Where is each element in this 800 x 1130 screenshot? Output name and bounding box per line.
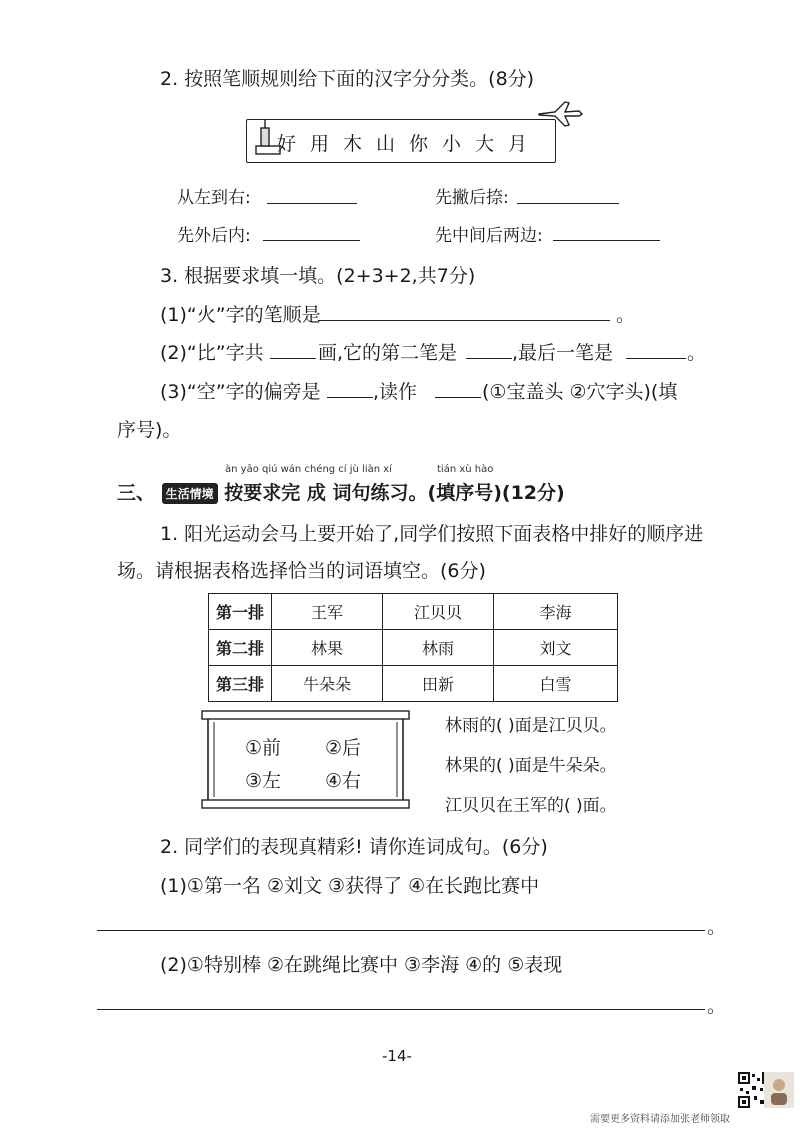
s3q1-line2: 场。请根据表格选择恰当的词语填空。(6分) [117, 560, 486, 582]
s3q2-sub2: (2)①特别棒 ②在跳绳比赛中 ③李海 ④的 ⑤表现 [160, 954, 563, 976]
q3-item3-text-b: ,读作 [373, 381, 418, 403]
q2-title: 2. 按照笔顺规则给下面的汉字分分类。(8分) [160, 68, 535, 90]
q3-item1-end: 。 [616, 304, 636, 326]
character-list: 好用木山你小大月 [277, 133, 542, 155]
options-scroll-frame [198, 707, 413, 811]
table-cell: 田新 [383, 666, 494, 702]
answer-line-kong-radical[interactable] [327, 397, 373, 398]
section3-heading [117, 478, 565, 505]
q3-item2-end: 。 [687, 342, 707, 364]
s3q1-line1: 1. 阳光运动会马上要开始了,同学们按照下面表格中排好的顺序进 [160, 523, 704, 545]
table-row [209, 666, 618, 702]
table-row-header: 第二排 [209, 630, 272, 666]
q3-item2-text-a: (2)“比”字共 [160, 342, 264, 364]
table-row [209, 594, 618, 630]
label-outside-in: 先外后内: [177, 226, 251, 246]
seating-table [208, 593, 618, 702]
sentence-1-end: 。 [707, 916, 727, 938]
label-pie-before-na: 先撇后捺: [435, 188, 509, 208]
life-scenario-badge: 生活情境 [162, 483, 218, 504]
section3-title-b: (填序号)(12分) [427, 482, 565, 504]
answer-line-kong-reading[interactable] [435, 397, 481, 398]
table-cell: 李海 [494, 594, 618, 630]
table-cell: 江贝贝 [383, 594, 494, 630]
q3-item2-text-b: 画,它的第二笔是 [318, 342, 458, 364]
option-front: ①前 [245, 737, 282, 759]
table-cell: 王军 [272, 594, 383, 630]
option-right: ④右 [325, 770, 362, 792]
answer-line-outside-in[interactable] [263, 240, 360, 241]
q3-item3-text-c: (①宝盖头 ②穴字头)(填 [482, 381, 678, 403]
fill-sentence-1[interactable]: 林雨的( )面是江贝贝。 [445, 716, 617, 736]
q3-title: 3. 根据要求填一填。(2+3+2,共7分) [160, 265, 476, 287]
s3q2-title: 2. 同学们的表现真精彩! 请你连词成句。(6分) [160, 836, 548, 858]
answer-line-sentence-2[interactable] [97, 1009, 705, 1010]
s3q2-sub1: (1)①第一名 ②刘文 ③获得了 ④在长跑比赛中 [160, 875, 540, 897]
answer-line-bi-last-stroke[interactable] [626, 358, 686, 359]
q3-item1-text: (1)“火”字的笔顺是 [160, 304, 321, 326]
q3-item2-text-c: ,最后一笔是 [512, 342, 614, 364]
answer-line-pie-before-na[interactable] [517, 203, 619, 204]
option-back: ②后 [325, 737, 362, 759]
label-middle-then-sides: 先中间后两边: [435, 226, 543, 246]
section3-pinyin-b: tián xù hào [437, 464, 494, 475]
teacher-avatar-icon [764, 1072, 794, 1108]
answer-line-huo-stroke-order[interactable] [318, 320, 610, 321]
character-box [246, 119, 556, 163]
answer-line-left-to-right[interactable] [267, 203, 357, 204]
table-cell: 林雨 [383, 630, 494, 666]
answer-line-bi-stroke-count[interactable] [270, 358, 316, 359]
fill-sentence-2[interactable]: 林果的( )面是牛朵朵。 [445, 756, 617, 776]
footer-note: 需要更多资料请添加张老师领取 [590, 1114, 730, 1125]
table-cell: 白雪 [494, 666, 618, 702]
table-row [209, 630, 618, 666]
answer-line-bi-second-stroke[interactable] [466, 358, 512, 359]
section3-title-a: 按要求完 成 词句练习。 [224, 482, 428, 504]
table-cell: 林果 [272, 630, 383, 666]
table-cell: 刘文 [494, 630, 618, 666]
answer-line-middle-then-sides[interactable] [553, 240, 660, 241]
answer-line-sentence-1[interactable] [97, 930, 705, 931]
q3-item3-text-d: 序号)。 [117, 419, 182, 441]
section3-prefix: 三、 [117, 482, 156, 504]
q3-item3-text-a: (3)“空”字的偏旁是 [160, 381, 321, 403]
table-row-header: 第三排 [209, 666, 272, 702]
label-left-to-right: 从左到右: [177, 188, 251, 208]
page-number: -14- [382, 1047, 412, 1065]
sentence-2-end: 。 [707, 995, 727, 1017]
table-row-header: 第一排 [209, 594, 272, 630]
fill-sentence-3[interactable]: 江贝贝在王军的( )面。 [445, 796, 617, 816]
section3-pinyin-a: àn yāo qiú wán chéng cí jù liàn xí [225, 464, 392, 475]
option-left: ③左 [245, 770, 282, 792]
table-cell: 牛朵朵 [272, 666, 383, 702]
